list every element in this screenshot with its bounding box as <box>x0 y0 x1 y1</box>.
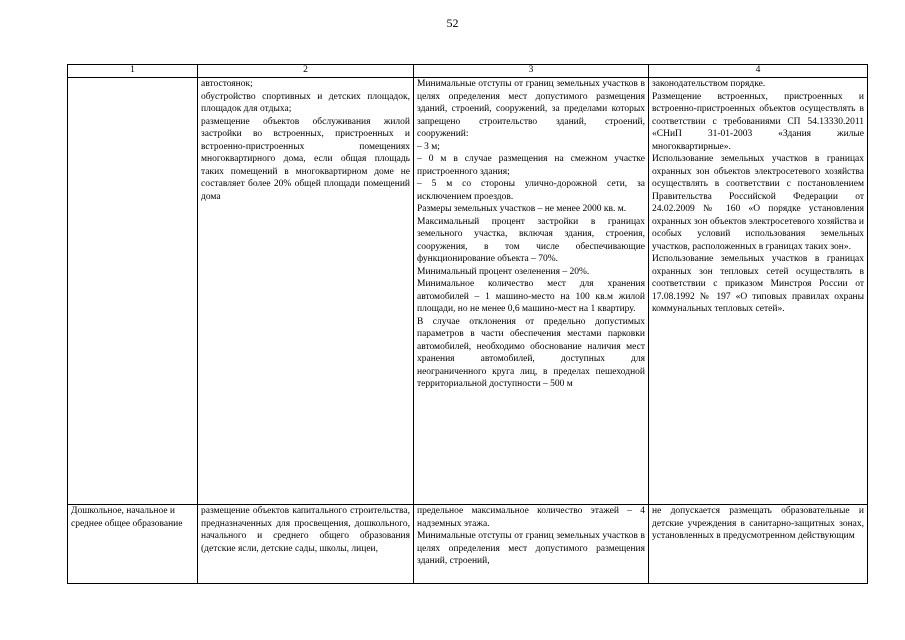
cell-paragraph: Минимальные отступы от границ земельных участков в целях определения мест допустимого размещения зданий, строений, сооружений, за пределами которых запрещено строительство зданий, строений, сооружений: <box>417 79 645 139</box>
cell-paragraph: Минимальный процент озеленения – 20%. <box>417 266 590 277</box>
column-header: 2 <box>198 65 414 78</box>
cell-paragraph: обустройство спортивных и детских площадок, площадок для отдыха; <box>201 91 410 114</box>
table-body <box>68 78 868 584</box>
cell-paragraph: автостоянок; <box>201 79 253 89</box>
cell-paragraph: Дошкольное, начальное и среднее общее образование <box>71 506 183 529</box>
cell-paragraph: В случае отклонения от предельно допустимых параметров в части обеспечения местами парковки автомобилей, необходимо обоснование наличия мест хранения автомобилей, доступных для неограниченного круга лиц, в пределах пешеходной территориальной доступности – 500 м <box>417 316 645 389</box>
cell-paragraph: размещение объектов обслуживания жилой застройки во встроенных, пристроенных и встроенно-пристроенных помещениях многоквартирного дома, если общая площадь таких помещений в многоквартирном доме не составляет более 20% общей площади помещений дома <box>201 116 410 202</box>
cell-paragraph: Максимальный процент застройки в границах земельного участка, включая здания, строения, сооружения, в том числе обеспечивающие функционирование объекта – 70%. <box>417 216 645 264</box>
cell-paragraph: Размещение встроенных, пристроенных и встроенно-пристроенных объектов осуществлять в соответствии с требованиями СП 54.13330.2011 «СНиП 31-01-2003 «Здания жилые многоквартирные». <box>652 91 864 152</box>
zone-cell <box>68 505 198 584</box>
cell-paragraph: размещение объектов капитального строительства, предназначенных для просвещения, дошкольного, начального и среднего общего образования (детские ясли, детские сады, школы, лицеи, <box>201 506 410 554</box>
page-number: 52 <box>446 16 459 30</box>
restrictions-cell <box>649 505 868 584</box>
cell-paragraph: – 5 м со стороны улично-дорожной сети, за исключением проездов. <box>417 179 645 202</box>
table-row <box>68 505 868 584</box>
permitted-use-cell <box>198 78 414 505</box>
cell-paragraph: Использование земельных участков в границах охранных зон объектов электросетевого хозяйства осуществлять в соответствии с постановлением Правительства Российской Федерации от 24.02.2009 № 160 «О порядке установления охранных зон объектов электросетевого хозяйства и особых условий использования земельных участков, расположенных в границах таких зон». <box>652 154 864 252</box>
zone-cell <box>68 78 198 505</box>
cell-paragraph: Минимальное количество мест для хранения автомобилей – 1 машино-место на 100 кв.м жилой площади, но не менее 0,6 машино-мест на 1 квартиру. <box>417 279 645 314</box>
permitted-use-cell <box>198 505 414 584</box>
cell-paragraph: Использование земельных участков в границах охранных зон тепловых сетей осуществлять в соответствии с приказом Минстроя России от 17.08.1992 № 197 «О типовых правилах охраны коммунальных тепловых сетей». <box>652 254 864 314</box>
column-header: 1 <box>68 65 198 78</box>
column-header: 3 <box>414 65 649 78</box>
cell-paragraph: Минимальные отступы от границ земельных участков в целях определения мест допустимого размещения зданий, строений, <box>417 531 645 566</box>
cell-paragraph: – 0 м в случае размещения на смежном участке пристроенного здания; <box>417 154 645 177</box>
cell-paragraph: не допускается размещать образовательные и детские учреждения в санитарно-защитных зонах, установленных в предусмотренном действующим <box>652 506 864 541</box>
table-row <box>68 78 868 505</box>
cell-paragraph: законодательством порядке. <box>652 79 766 89</box>
regulations-table <box>67 64 868 584</box>
parameters-cell <box>414 78 649 505</box>
column-header: 4 <box>649 65 868 78</box>
cell-paragraph: предельное максимальное количество этажей – 4 надземных этажа. <box>417 506 645 529</box>
restrictions-cell <box>649 78 868 505</box>
table-header-row <box>68 65 868 78</box>
cell-paragraph: Размеры земельных участков – не менее 2000 кв. м. <box>417 204 627 214</box>
cell-paragraph: – 3 м; <box>417 141 440 152</box>
parameters-cell <box>414 505 649 584</box>
